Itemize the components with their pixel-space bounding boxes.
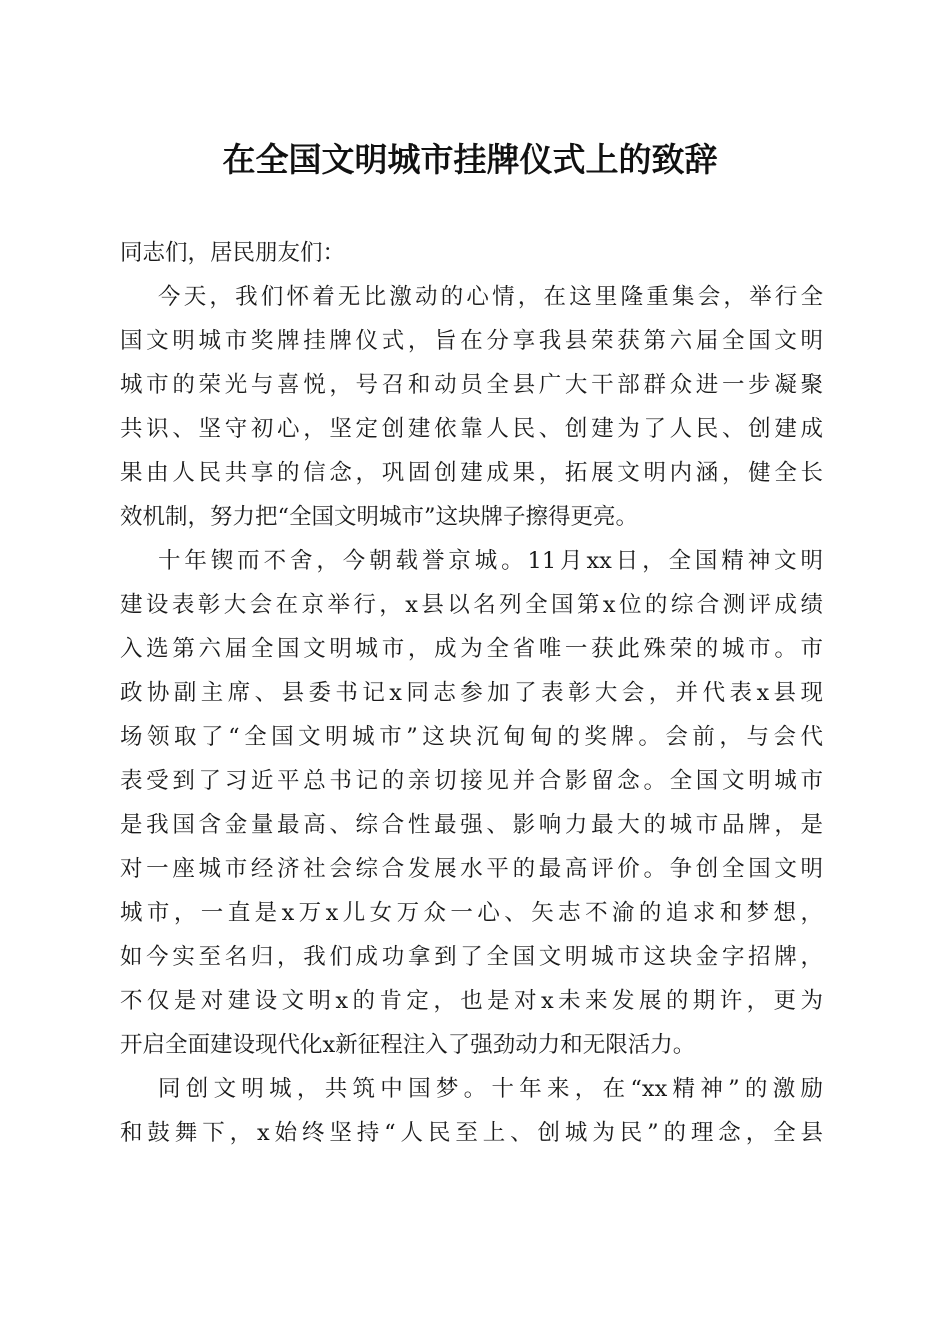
paragraph-2: [120, 539, 823, 1067]
text-line: 十年锲而不舍，今朝载誉京城。11月xx日，全国精神文明: [158, 548, 823, 574]
document-title: 在全国文明城市挂牌仪式上的致辞: [222, 140, 718, 179]
text-line: 不仅是对建设文明x的肯定，也是对x未来发展的期许，更为: [120, 988, 823, 1014]
text-line: 城市，一直是x万x儿女万众一心、矢志不渝的追求和梦想，: [120, 900, 823, 926]
text-line: 今天，我们怀着无比激动的心情，在这里隆重集会，举行全: [158, 284, 823, 310]
text-line: 是我国含金量最高、综合性最强、影响力最大的城市品牌，是: [120, 812, 823, 838]
text-line: 同创文明城，共筑中国梦。十年来，在“xx精神”的激励: [158, 1076, 823, 1102]
text-line: 国文明城市奖牌挂牌仪式，旨在分享我县荣获第六届全国文明: [120, 328, 823, 354]
text-line: 和鼓舞下，x始终坚持“人民至上、创城为民”的理念，全县: [120, 1120, 823, 1146]
text-line: 效机制，努力把“全国文明城市”这块牌子擦得更亮。: [120, 504, 639, 530]
text-line: 政协副主席、县委书记x同志参加了表彰大会，并代表x县现: [120, 680, 823, 706]
paragraph-3: [120, 1067, 823, 1155]
paragraph-1: [120, 275, 823, 539]
text-line: 如今实至名归，我们成功拿到了全国文明城市这块金字招牌，: [120, 944, 823, 970]
salutation: 同志们，居民朋友们：: [120, 240, 346, 266]
text-line: 建设表彰大会在京举行，x县以名列全国第x位的综合测评成绩: [120, 592, 823, 618]
text-line: 开启全面建设现代化x新征程注入了强劲动力和无限活力。: [120, 1032, 696, 1058]
text-line: 入选第六届全国文明城市，成为全省唯一获此殊荣的城市。市: [120, 636, 823, 662]
text-line: 对一座城市经济社会综合发展水平的最高评价。争创全国文明: [120, 856, 823, 882]
text-line: 果由人民共享的信念，巩固创建成果，拓展文明内涵，健全长: [120, 460, 823, 486]
text-line: 场领取了“全国文明城市”这块沉甸甸的奖牌。会前，与会代: [120, 724, 823, 750]
text-line: 表受到了习近平总书记的亲切接见并合影留念。全国文明城市: [120, 768, 823, 794]
document-body: [120, 231, 823, 1155]
text-line: 城市的荣光与喜悦，号召和动员全县广大干部群众进一步凝聚: [120, 372, 823, 398]
text-line: 共识、坚守初心，坚定创建依靠人民、创建为了人民、创建成: [120, 416, 823, 442]
